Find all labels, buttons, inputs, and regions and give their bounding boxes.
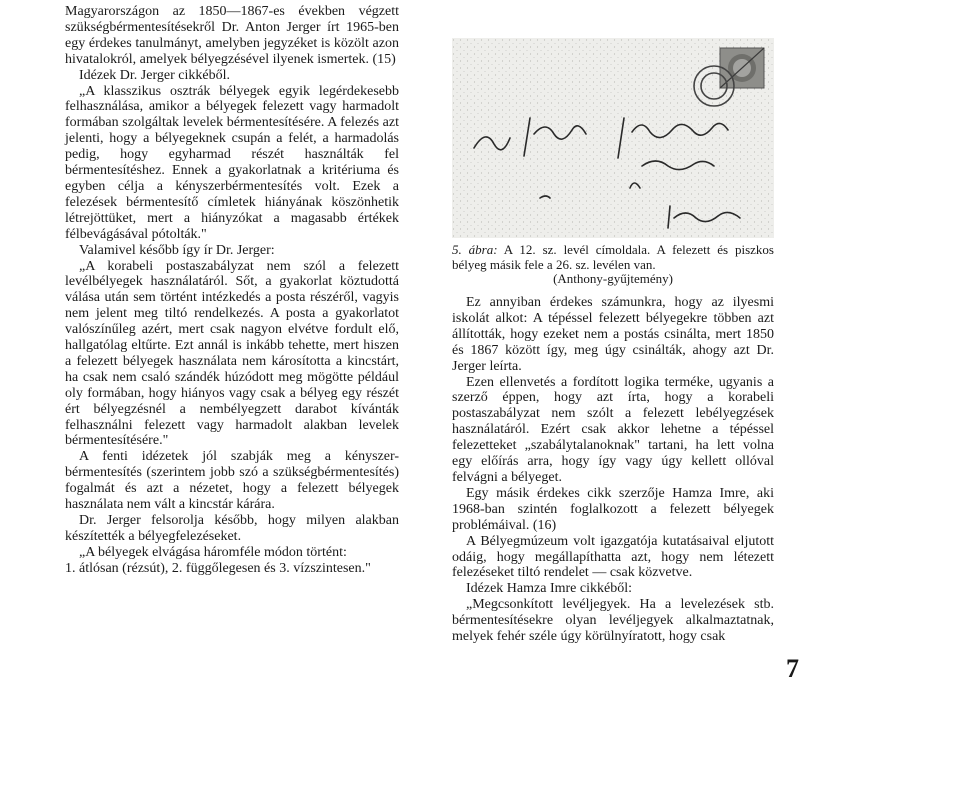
figure-credit: (Anthony-gyűjtemény) <box>553 271 673 286</box>
paragraph: Dr. Jerger felsorolja később, hogy milyen alakban készítették a bélyegfelezéseket. <box>65 513 399 544</box>
quote-paragraph: „Megcsonkított levéljegyek. Ha a levelezések stb. bérmentesítésekre olyan levéljegyek alkalmaztatnak, melyek fehér széle úgy körülnyíratott, hogy csak <box>452 597 774 645</box>
paragraph: Ezen ellenvetés a fordított logika terméke, ugyanis a szerző éppen, hogy azt írta, hogy a korabeli postaszabályzat nem szólt a felezett lebélyegzések használatáról. Ezért csak akkor lehetne a tépéssel felezetteket „szabálytalanoknak" tartani, ha lett volna egy előírás arra, hogy így vagy úgy kellett ollóval felvágni a bélyeget. <box>452 374 774 485</box>
right-column <box>452 295 774 645</box>
page-number: 7 <box>786 654 799 683</box>
paragraph: A Bélyegmúzeum volt igazgatója kutatásaival eljutott odáig, hogy megállapíthatta azt, hogy nem létezett felezéseket tiltó rendelet — csak közvetve. <box>452 533 774 581</box>
paragraph: Idézek Hamza Imre cikkéből: <box>466 581 632 597</box>
paragraph: A fenti idézetek jól szabják meg a kényszer-bérmentesítés (szerintem jobb szó a szükségbérmentesítés) fogalmát és azt a nézetet, hogy a felezett bélyegek használata nem vált a kincstár kárára. <box>65 449 399 513</box>
paragraph: Idézek Dr. Jerger cikkéből. <box>79 67 230 83</box>
quote-paragraph: „A klasszikus osztrák bélyegek egyik legérdekesebb felhasználása, amikor a bélyegek felezett vagy harmadolt formában szolgáltak levelek bérmentesítésére. A felezés azt jelenti, hogy a bélyegeknek csupán a felét, a harmadolás pedig, hogy egyharmad részét használták fel bérmentesítéshez. Ennek a gyakorlatnak a kritériuma és egyben célja a kényszerbérmentesítés volt. Ezek a felezések bérmentesítő címletek hiányának köszönhetik létrejöttüket, mert a hiányzókat a magasabb értékek félbevágásával pótolták." <box>65 83 399 242</box>
paragraph: Egy másik érdekes cikk szerzője Hamza Imre, aki 1968-ban szintén foglalkozott a felezett bélyegek problémáival. (16) <box>452 485 774 533</box>
left-column <box>65 4 399 577</box>
paragraph: Magyarországon az 1850—1867-es években végzett szükségbérmentesítésekről Dr. Anton Jerger írt 1965-ben egy érdekes tanulmányt, amelyben jegyzéket is közölt azon hivatalokról, amelyek bélyegzésével ilyenek ismertek. (15) <box>65 4 399 67</box>
envelope-photo <box>452 38 774 238</box>
paragraph: Valamivel később így ír Dr. Jerger: <box>79 242 275 258</box>
figure-label: 5. ábra: <box>452 242 498 257</box>
quote-paragraph: „A bélyegek elvágása háromféle módon történt: 1. átlósan (rézsút), 2. függőlegesen és 3. vízszintesen." <box>65 544 371 576</box>
figure-caption-text: A 12. sz. levél címoldala. A felezett és piszkos bélyeg másik fele a 26. sz. levélen van. <box>452 242 774 272</box>
figure-caption <box>452 243 774 287</box>
paragraph: Ez annyiban érdekes számunkra, hogy az ilyesmi iskolát alkot: A tépéssel felezett bélyegekre többen azt állították, hogy ezeket nem a postás csinálta, mert 1850 és 1867 között így, meg úgy csinálták, ahogy azt Dr. Jerger leírta. <box>452 295 774 374</box>
envelope-image <box>452 38 774 238</box>
quote-paragraph: „A korabeli postaszabályzat nem szól a felezett levélbélyegek használatáról. Sőt, a gyakorlat köztudottá válása után sem történt intézkedés a posta részéről, vagyis nem jelent meg tiltó rendelkezés. A posta a gyakorlatot valószínűleg azért, mert csak nagyon elvétve fordult elő, hallgatólag eltűrte. Ezt annál is inkább tehette, mert hiszen a felezett bélyegek használata nem károsította a kincstárt, ha csak nem csaló szándék húzódott meg mögötte például oly formában, hogy hiányos vagy csak a bélyeg egy részét ért bélyegzésnél a nembélyegzett darabot kívánták felhasználni felezett vagy harmadolt alakban levelek bérmentesítésére." <box>65 258 399 449</box>
